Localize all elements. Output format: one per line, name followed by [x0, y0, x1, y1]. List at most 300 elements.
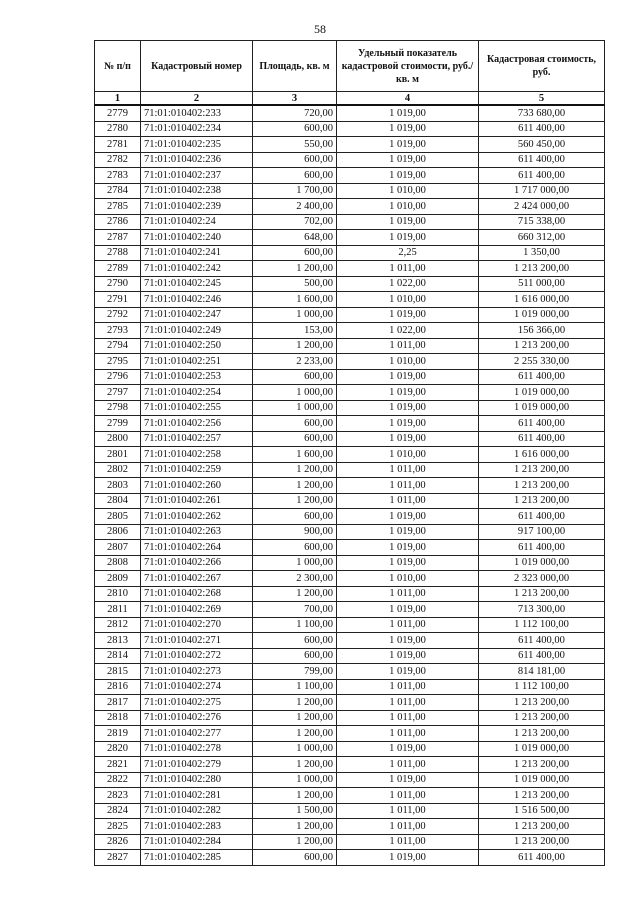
table-row — [95, 121, 605, 137]
column-number: 2 — [141, 92, 253, 106]
table-row — [95, 431, 605, 447]
cell-row-number: 2786 — [95, 214, 141, 230]
cell-area: 1 200,00 — [253, 478, 337, 494]
cell-row-number: 2804 — [95, 493, 141, 509]
cell-area: 1 200,00 — [253, 261, 337, 277]
cell-area: 1 500,00 — [253, 803, 337, 819]
cell-row-number: 2787 — [95, 230, 141, 246]
table-row — [95, 819, 605, 835]
cell-area: 1 000,00 — [253, 385, 337, 401]
table-row — [95, 726, 605, 742]
cell-unit-rate: 1 019,00 — [337, 121, 479, 137]
cell-row-number: 2813 — [95, 633, 141, 649]
cell-cadastral-cost: 1 213 200,00 — [479, 757, 605, 773]
cell-unit-rate: 1 019,00 — [337, 664, 479, 680]
cell-row-number: 2814 — [95, 648, 141, 664]
column-number-row — [95, 92, 605, 106]
cell-cadastral-number: 71:01:010402:263 — [141, 524, 253, 540]
cell-area: 1 200,00 — [253, 757, 337, 773]
cell-cadastral-cost: 1 616 000,00 — [479, 292, 605, 308]
cell-cadastral-cost: 2 323 000,00 — [479, 571, 605, 587]
table-row — [95, 416, 605, 432]
table-row — [95, 354, 605, 370]
cell-cadastral-cost: 611 400,00 — [479, 648, 605, 664]
table-row — [95, 447, 605, 463]
table-row — [95, 509, 605, 525]
cell-cadastral-cost: 611 400,00 — [479, 168, 605, 184]
cell-area: 600,00 — [253, 648, 337, 664]
cell-cadastral-number: 71:01:010402:235 — [141, 137, 253, 153]
cell-cadastral-cost: 1 213 200,00 — [479, 462, 605, 478]
cell-cadastral-cost: 1 019 000,00 — [479, 385, 605, 401]
table-row — [95, 679, 605, 695]
cell-row-number: 2818 — [95, 710, 141, 726]
cell-cadastral-cost: 611 400,00 — [479, 431, 605, 447]
table-row — [95, 803, 605, 819]
cell-unit-rate: 1 019,00 — [337, 540, 479, 556]
cell-row-number: 2812 — [95, 617, 141, 633]
cell-cadastral-number: 71:01:010402:280 — [141, 772, 253, 788]
cell-cadastral-number: 71:01:010402:284 — [141, 834, 253, 850]
cell-unit-rate: 1 019,00 — [337, 555, 479, 571]
table-header-row — [95, 41, 605, 92]
cell-unit-rate: 1 022,00 — [337, 276, 479, 292]
cell-cadastral-cost: 1 213 200,00 — [479, 695, 605, 711]
table-row — [95, 741, 605, 757]
cell-unit-rate: 1 011,00 — [337, 710, 479, 726]
cell-area: 1 200,00 — [253, 493, 337, 509]
table-row — [95, 323, 605, 339]
table-body — [95, 92, 605, 866]
cell-cadastral-number: 71:01:010402:249 — [141, 323, 253, 339]
table-row — [95, 261, 605, 277]
column-number: 1 — [95, 92, 141, 106]
cell-unit-rate: 1 010,00 — [337, 354, 479, 370]
cell-unit-rate: 1 019,00 — [337, 633, 479, 649]
table-row — [95, 183, 605, 199]
cell-row-number: 2827 — [95, 850, 141, 866]
cell-unit-rate: 1 010,00 — [337, 199, 479, 215]
table-row — [95, 462, 605, 478]
cell-area: 1 200,00 — [253, 462, 337, 478]
cell-unit-rate: 1 011,00 — [337, 803, 479, 819]
cell-row-number: 2779 — [95, 105, 141, 121]
cell-area: 600,00 — [253, 850, 337, 866]
table-row — [95, 850, 605, 866]
cell-row-number: 2826 — [95, 834, 141, 850]
cell-unit-rate: 1 010,00 — [337, 292, 479, 308]
cell-cadastral-number: 71:01:010402:260 — [141, 478, 253, 494]
cell-cadastral-number: 71:01:010402:236 — [141, 152, 253, 168]
table-row — [95, 540, 605, 556]
cell-row-number: 2807 — [95, 540, 141, 556]
cell-cadastral-number: 71:01:010402:258 — [141, 447, 253, 463]
cell-cadastral-number: 71:01:010402:271 — [141, 633, 253, 649]
cell-row-number: 2822 — [95, 772, 141, 788]
cell-cadastral-cost: 1 717 000,00 — [479, 183, 605, 199]
cell-area: 700,00 — [253, 602, 337, 618]
cell-cadastral-number: 71:01:010402:246 — [141, 292, 253, 308]
table-row — [95, 586, 605, 602]
cell-cadastral-cost: 611 400,00 — [479, 540, 605, 556]
cell-unit-rate: 1 010,00 — [337, 183, 479, 199]
table-row — [95, 695, 605, 711]
cell-cadastral-cost: 560 450,00 — [479, 137, 605, 153]
cell-unit-rate: 1 010,00 — [337, 571, 479, 587]
cell-cadastral-number: 71:01:010402:24 — [141, 214, 253, 230]
table-row — [95, 168, 605, 184]
header-row-number: № п/п — [95, 41, 141, 92]
cell-cadastral-number: 71:01:010402:237 — [141, 168, 253, 184]
cell-row-number: 2817 — [95, 695, 141, 711]
cell-cadastral-cost: 1 213 200,00 — [479, 788, 605, 804]
cell-unit-rate: 1 019,00 — [337, 214, 479, 230]
cell-unit-rate: 1 019,00 — [337, 602, 479, 618]
cell-cadastral-cost: 1 112 100,00 — [479, 679, 605, 695]
cell-unit-rate: 1 019,00 — [337, 307, 479, 323]
cell-row-number: 2798 — [95, 400, 141, 416]
cell-area: 2 233,00 — [253, 354, 337, 370]
cell-row-number: 2785 — [95, 199, 141, 215]
cell-area: 1 200,00 — [253, 788, 337, 804]
cell-unit-rate: 1 011,00 — [337, 695, 479, 711]
cell-cadastral-cost: 611 400,00 — [479, 121, 605, 137]
cell-unit-rate: 1 019,00 — [337, 230, 479, 246]
cell-row-number: 2805 — [95, 509, 141, 525]
cell-row-number: 2789 — [95, 261, 141, 277]
table-row — [95, 834, 605, 850]
cell-cadastral-number: 71:01:010402:250 — [141, 338, 253, 354]
cell-cadastral-cost: 2 424 000,00 — [479, 199, 605, 215]
cell-cadastral-cost: 733 680,00 — [479, 105, 605, 121]
cell-row-number: 2781 — [95, 137, 141, 153]
cell-unit-rate: 1 011,00 — [337, 478, 479, 494]
cell-cadastral-number: 71:01:010402:281 — [141, 788, 253, 804]
cell-cadastral-cost: 611 400,00 — [479, 416, 605, 432]
cell-cadastral-cost: 611 400,00 — [479, 633, 605, 649]
header-cadastral-number: Кадастровый номер — [141, 41, 253, 92]
cell-row-number: 2780 — [95, 121, 141, 137]
cell-cadastral-number: 71:01:010402:275 — [141, 695, 253, 711]
cell-area: 1 200,00 — [253, 586, 337, 602]
cell-cadastral-number: 71:01:010402:255 — [141, 400, 253, 416]
cell-row-number: 2825 — [95, 819, 141, 835]
cell-area: 1 200,00 — [253, 726, 337, 742]
cell-cadastral-cost: 1 516 500,00 — [479, 803, 605, 819]
cell-unit-rate: 1 022,00 — [337, 323, 479, 339]
table-row — [95, 292, 605, 308]
cell-area: 799,00 — [253, 664, 337, 680]
cell-unit-rate: 1 019,00 — [337, 152, 479, 168]
table-row — [95, 338, 605, 354]
cell-area: 702,00 — [253, 214, 337, 230]
cell-area: 153,00 — [253, 323, 337, 339]
cell-cadastral-number: 71:01:010402:240 — [141, 230, 253, 246]
cell-cadastral-number: 71:01:010402:254 — [141, 385, 253, 401]
cadastral-value-table — [94, 40, 605, 866]
table-row — [95, 633, 605, 649]
cell-area: 900,00 — [253, 524, 337, 540]
header-unit-rate: Удельный показатель кадастровой стоимости, руб./кв. м — [337, 41, 479, 92]
cell-cadastral-number: 71:01:010402:273 — [141, 664, 253, 680]
cell-cadastral-cost: 1 019 000,00 — [479, 307, 605, 323]
cell-area: 1 000,00 — [253, 307, 337, 323]
cell-unit-rate: 1 011,00 — [337, 679, 479, 695]
cell-cadastral-number: 71:01:010402:279 — [141, 757, 253, 773]
cell-area: 1 200,00 — [253, 338, 337, 354]
cell-cadastral-cost: 1 213 200,00 — [479, 493, 605, 509]
cell-area: 1 200,00 — [253, 834, 337, 850]
cell-area: 2 300,00 — [253, 571, 337, 587]
cell-cadastral-cost: 1 213 200,00 — [479, 834, 605, 850]
page-number: 58 — [314, 22, 326, 36]
cell-area: 600,00 — [253, 431, 337, 447]
cell-row-number: 2802 — [95, 462, 141, 478]
cell-row-number: 2784 — [95, 183, 141, 199]
cell-unit-rate: 1 019,00 — [337, 168, 479, 184]
cell-area: 550,00 — [253, 137, 337, 153]
cell-area: 1 600,00 — [253, 292, 337, 308]
cell-area: 1 000,00 — [253, 741, 337, 757]
cell-unit-rate: 1 019,00 — [337, 741, 479, 757]
cell-cadastral-number: 71:01:010402:262 — [141, 509, 253, 525]
cell-area: 1 000,00 — [253, 772, 337, 788]
cell-area: 500,00 — [253, 276, 337, 292]
cell-area: 600,00 — [253, 245, 337, 261]
table-row — [95, 276, 605, 292]
cell-cadastral-cost: 511 000,00 — [479, 276, 605, 292]
cell-area: 600,00 — [253, 152, 337, 168]
table-row — [95, 230, 605, 246]
cell-cadastral-cost: 715 338,00 — [479, 214, 605, 230]
cell-unit-rate: 1 011,00 — [337, 757, 479, 773]
table-row — [95, 788, 605, 804]
cell-unit-rate: 1 011,00 — [337, 819, 479, 835]
table-row — [95, 555, 605, 571]
cell-cadastral-number: 71:01:010402:241 — [141, 245, 253, 261]
cell-cadastral-number: 71:01:010402:276 — [141, 710, 253, 726]
cell-cadastral-cost: 1 019 000,00 — [479, 400, 605, 416]
cell-area: 600,00 — [253, 121, 337, 137]
cell-cadastral-cost: 660 312,00 — [479, 230, 605, 246]
cell-area: 600,00 — [253, 168, 337, 184]
cell-row-number: 2791 — [95, 292, 141, 308]
cell-row-number: 2810 — [95, 586, 141, 602]
cell-cadastral-number: 71:01:010402:285 — [141, 850, 253, 866]
table-row — [95, 524, 605, 540]
cell-row-number: 2801 — [95, 447, 141, 463]
table-row — [95, 710, 605, 726]
cell-area: 1 200,00 — [253, 710, 337, 726]
cell-cadastral-number: 71:01:010402:272 — [141, 648, 253, 664]
cell-unit-rate: 1 011,00 — [337, 726, 479, 742]
cell-cadastral-number: 71:01:010402:245 — [141, 276, 253, 292]
cell-unit-rate: 1 011,00 — [337, 788, 479, 804]
cell-unit-rate: 1 019,00 — [337, 385, 479, 401]
cell-area: 1 200,00 — [253, 819, 337, 835]
cell-cadastral-cost: 1 019 000,00 — [479, 741, 605, 757]
cell-cadastral-cost: 611 400,00 — [479, 152, 605, 168]
table-row — [95, 571, 605, 587]
table-row — [95, 400, 605, 416]
cell-unit-rate: 1 010,00 — [337, 447, 479, 463]
table-row — [95, 369, 605, 385]
cell-area: 720,00 — [253, 105, 337, 121]
table-row — [95, 602, 605, 618]
cell-area: 600,00 — [253, 540, 337, 556]
cell-row-number: 2806 — [95, 524, 141, 540]
cell-cadastral-number: 71:01:010402:259 — [141, 462, 253, 478]
table-row — [95, 152, 605, 168]
cell-cadastral-cost: 1 213 200,00 — [479, 586, 605, 602]
cell-row-number: 2824 — [95, 803, 141, 819]
cell-unit-rate: 1 019,00 — [337, 369, 479, 385]
cell-row-number: 2821 — [95, 757, 141, 773]
cell-cadastral-number: 71:01:010402:261 — [141, 493, 253, 509]
cell-cadastral-number: 71:01:010402:233 — [141, 105, 253, 121]
cell-cadastral-number: 71:01:010402:234 — [141, 121, 253, 137]
column-number: 5 — [479, 92, 605, 106]
cell-row-number: 2816 — [95, 679, 141, 695]
cell-cadastral-number: 71:01:010402:264 — [141, 540, 253, 556]
cell-row-number: 2820 — [95, 741, 141, 757]
cell-cadastral-cost: 917 100,00 — [479, 524, 605, 540]
cell-area: 1 100,00 — [253, 679, 337, 695]
cell-cadastral-cost: 611 400,00 — [479, 850, 605, 866]
cell-unit-rate: 1 019,00 — [337, 648, 479, 664]
cell-cadastral-number: 71:01:010402:257 — [141, 431, 253, 447]
cell-area: 600,00 — [253, 369, 337, 385]
cell-unit-rate: 1 019,00 — [337, 509, 479, 525]
cell-row-number: 2790 — [95, 276, 141, 292]
cell-cadastral-number: 71:01:010402:266 — [141, 555, 253, 571]
header-cadastral-cost: Кадастровая стоимость, руб. — [479, 41, 605, 92]
cell-unit-rate: 1 019,00 — [337, 105, 479, 121]
cell-row-number: 2783 — [95, 168, 141, 184]
table-row — [95, 307, 605, 323]
cell-cadastral-number: 71:01:010402:283 — [141, 819, 253, 835]
cell-cadastral-cost: 1 616 000,00 — [479, 447, 605, 463]
cell-area: 648,00 — [253, 230, 337, 246]
cell-row-number: 2815 — [95, 664, 141, 680]
cell-unit-rate: 2,25 — [337, 245, 479, 261]
cell-area: 600,00 — [253, 509, 337, 525]
cell-cadastral-number: 71:01:010402:269 — [141, 602, 253, 618]
cell-row-number: 2792 — [95, 307, 141, 323]
cell-cadastral-cost: 1 019 000,00 — [479, 772, 605, 788]
cell-cadastral-cost: 1 213 200,00 — [479, 261, 605, 277]
cell-cadastral-cost: 611 400,00 — [479, 369, 605, 385]
cell-row-number: 2799 — [95, 416, 141, 432]
cell-row-number: 2793 — [95, 323, 141, 339]
cell-row-number: 2794 — [95, 338, 141, 354]
cell-cadastral-cost: 611 400,00 — [479, 509, 605, 525]
cell-row-number: 2788 — [95, 245, 141, 261]
cell-cadastral-cost: 1 213 200,00 — [479, 819, 605, 835]
cell-cadastral-cost: 1 350,00 — [479, 245, 605, 261]
cell-cadastral-number: 71:01:010402:239 — [141, 199, 253, 215]
cell-row-number: 2782 — [95, 152, 141, 168]
cell-cadastral-number: 71:01:010402:270 — [141, 617, 253, 633]
cell-area: 1 000,00 — [253, 555, 337, 571]
cell-cadastral-number: 71:01:010402:238 — [141, 183, 253, 199]
table-row — [95, 478, 605, 494]
cell-cadastral-number: 71:01:010402:278 — [141, 741, 253, 757]
cell-unit-rate: 1 019,00 — [337, 416, 479, 432]
table-row — [95, 493, 605, 509]
cell-cadastral-number: 71:01:010402:251 — [141, 354, 253, 370]
table-row — [95, 664, 605, 680]
cell-area: 1 600,00 — [253, 447, 337, 463]
cell-area: 1 100,00 — [253, 617, 337, 633]
cell-unit-rate: 1 011,00 — [337, 338, 479, 354]
table-row — [95, 757, 605, 773]
cell-cadastral-cost: 713 300,00 — [479, 602, 605, 618]
cell-cadastral-cost: 814 181,00 — [479, 664, 605, 680]
table-row — [95, 245, 605, 261]
cell-cadastral-cost: 1 213 200,00 — [479, 478, 605, 494]
cell-cadastral-cost: 2 255 330,00 — [479, 354, 605, 370]
table-row — [95, 648, 605, 664]
cell-cadastral-number: 71:01:010402:256 — [141, 416, 253, 432]
cell-row-number: 2800 — [95, 431, 141, 447]
cell-cadastral-number: 71:01:010402:277 — [141, 726, 253, 742]
cell-area: 600,00 — [253, 633, 337, 649]
cell-row-number: 2797 — [95, 385, 141, 401]
cell-row-number: 2823 — [95, 788, 141, 804]
table-row — [95, 105, 605, 121]
cell-row-number: 2819 — [95, 726, 141, 742]
cell-row-number: 2796 — [95, 369, 141, 385]
cell-cadastral-cost: 1 213 200,00 — [479, 726, 605, 742]
cell-cadastral-number: 71:01:010402:242 — [141, 261, 253, 277]
table-row — [95, 617, 605, 633]
table-row — [95, 772, 605, 788]
cell-unit-rate: 1 019,00 — [337, 431, 479, 447]
cell-unit-rate: 1 019,00 — [337, 850, 479, 866]
cell-cadastral-cost: 1 213 200,00 — [479, 710, 605, 726]
header-area: Площадь, кв. м — [253, 41, 337, 92]
column-number: 4 — [337, 92, 479, 106]
cell-unit-rate: 1 011,00 — [337, 261, 479, 277]
cell-cadastral-number: 71:01:010402:274 — [141, 679, 253, 695]
cell-area: 1 200,00 — [253, 695, 337, 711]
cell-cadastral-number: 71:01:010402:253 — [141, 369, 253, 385]
cell-cadastral-cost: 156 366,00 — [479, 323, 605, 339]
cell-cadastral-cost: 1 112 100,00 — [479, 617, 605, 633]
cell-unit-rate: 1 011,00 — [337, 617, 479, 633]
table-row — [95, 199, 605, 215]
cell-row-number: 2803 — [95, 478, 141, 494]
table-row — [95, 385, 605, 401]
cell-area: 1 000,00 — [253, 400, 337, 416]
cell-area: 2 400,00 — [253, 199, 337, 215]
cell-unit-rate: 1 011,00 — [337, 586, 479, 602]
cell-cadastral-number: 71:01:010402:247 — [141, 307, 253, 323]
cell-area: 1 700,00 — [253, 183, 337, 199]
cell-cadastral-number: 71:01:010402:267 — [141, 571, 253, 587]
cell-area: 600,00 — [253, 416, 337, 432]
cell-unit-rate: 1 011,00 — [337, 834, 479, 850]
cell-row-number: 2808 — [95, 555, 141, 571]
cell-cadastral-number: 71:01:010402:268 — [141, 586, 253, 602]
cell-unit-rate: 1 019,00 — [337, 400, 479, 416]
cell-unit-rate: 1 019,00 — [337, 137, 479, 153]
cell-cadastral-cost: 1 019 000,00 — [479, 555, 605, 571]
cell-unit-rate: 1 019,00 — [337, 772, 479, 788]
cell-row-number: 2811 — [95, 602, 141, 618]
table-row — [95, 214, 605, 230]
